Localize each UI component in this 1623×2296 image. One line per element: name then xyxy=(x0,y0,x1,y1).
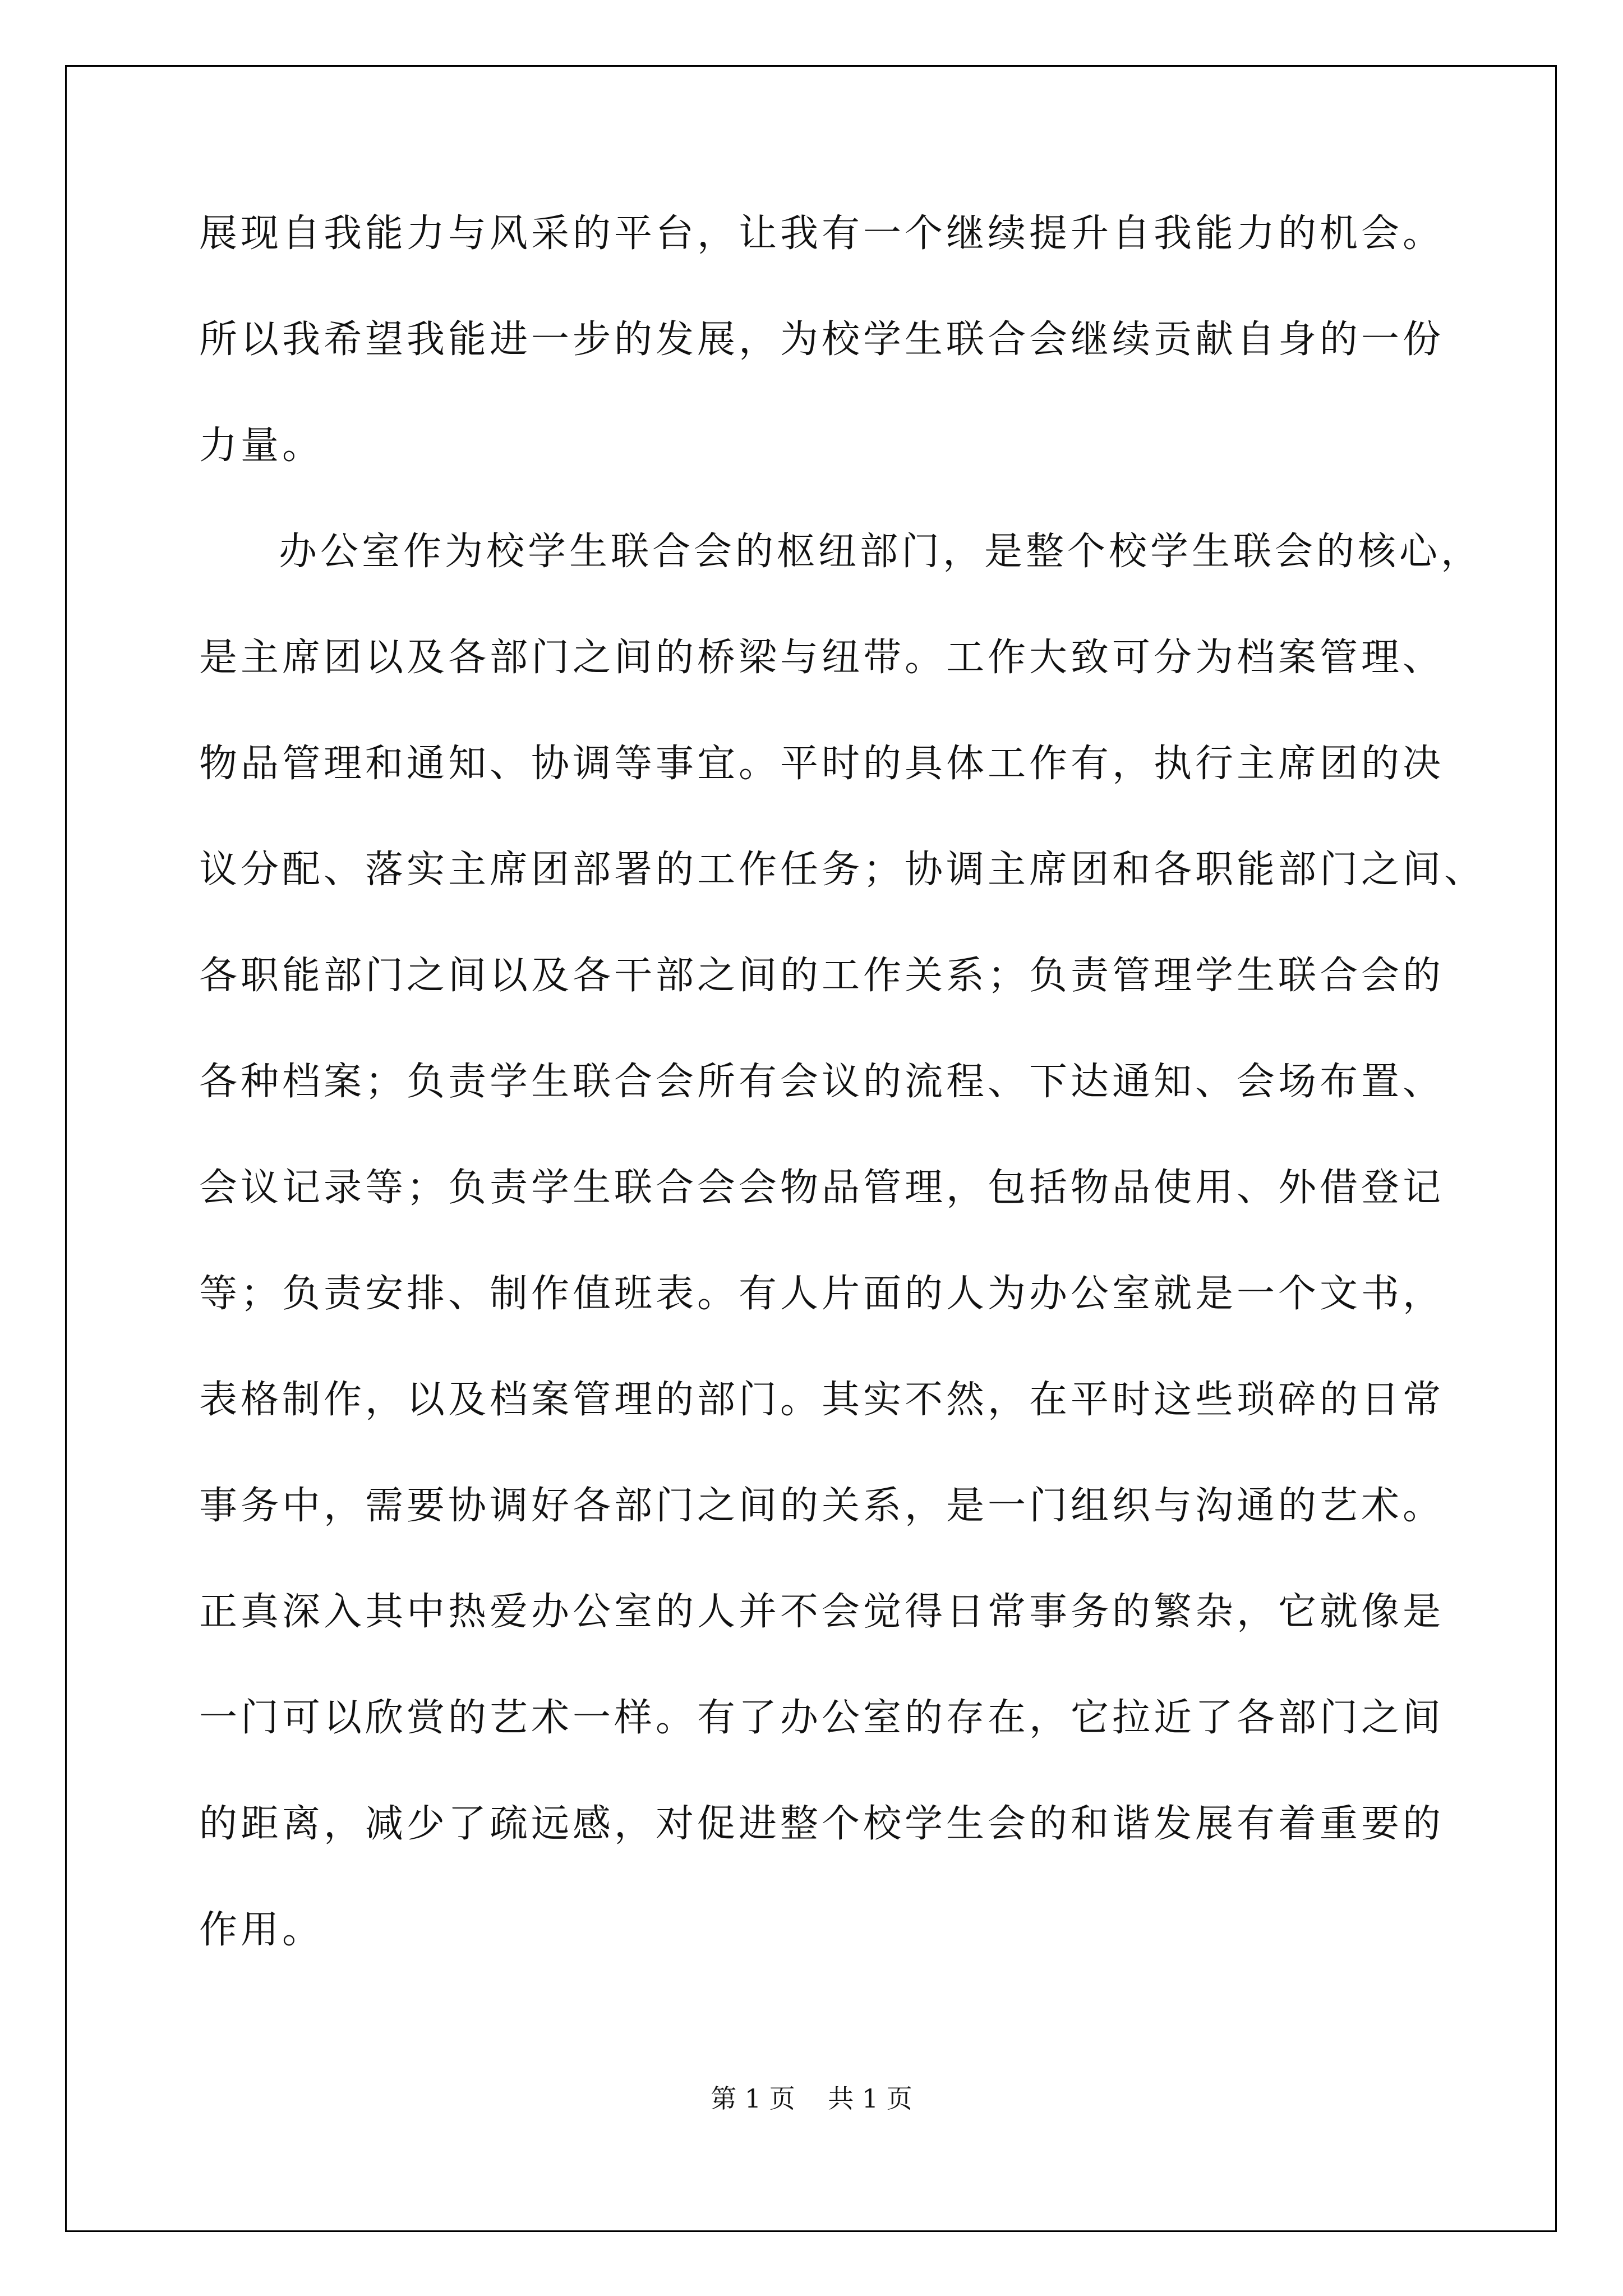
text-line-3: 力量。 xyxy=(199,424,324,468)
text-line-12: 表格制作，以及档案管理的部门。其实不然，在平时这些琐碎的日常 xyxy=(199,1378,1445,1422)
text-line-9: 各种档案；负责学生联合会所有会议的流程、下达通知、会场布置、 xyxy=(199,1060,1445,1104)
page-number-footer: 第 1 页 共 1 页 xyxy=(711,2083,912,2114)
text-line-15: 一门可以欣赏的艺术一样。有了办公室的存在，它拉近了各部门之间 xyxy=(199,1696,1445,1740)
document-body xyxy=(199,208,1486,2010)
text-line-10: 会议记录等；负责学生联合会会物品管理，包括物品使用、外借登记 xyxy=(199,1166,1445,1210)
text-line-7: 议分配、落实主席团部署的工作任务；协调主席团和各职能部门之间、 xyxy=(199,848,1486,892)
text-line-17: 作用。 xyxy=(199,1908,324,1952)
text-line-13: 事务中，需要协调好各部门之间的关系，是一门组织与沟通的艺术。 xyxy=(199,1484,1445,1528)
text-line-1: 展现自我能力与风采的平台，让我有一个继续提升自我能力的机会。 xyxy=(199,211,1445,256)
text-line-2: 所以我希望我能进一步的发展，为校学生联合会继续贡献自身的一份 xyxy=(199,318,1445,362)
text-line-16: 的距离，减少了疏远感，对促进整个校学生会的和谐发展有着重要的 xyxy=(199,1802,1445,1846)
text-line-5: 是主席团以及各部门之间的桥梁与纽带。工作大致可分为档案管理、 xyxy=(199,636,1445,680)
text-line-11: 等；负责安排、制作值班表。有人片面的人为办公室就是一个文书， xyxy=(199,1272,1445,1316)
text-line-4: 办公室作为校学生联合会的枢纽部门，是整个校学生联会的核心， xyxy=(279,530,1483,574)
text-line-14: 正真深入其中热爱办公室的人并不会觉得日常事务的繁杂，它就像是 xyxy=(199,1590,1445,1634)
text-line-6: 物品管理和通知、协调等事宜。平时的具体工作有，执行主席团的决 xyxy=(199,742,1445,786)
text-line-8: 各职能部门之间以及各干部之间的工作关系；负责管理学生联合会的 xyxy=(199,954,1445,998)
